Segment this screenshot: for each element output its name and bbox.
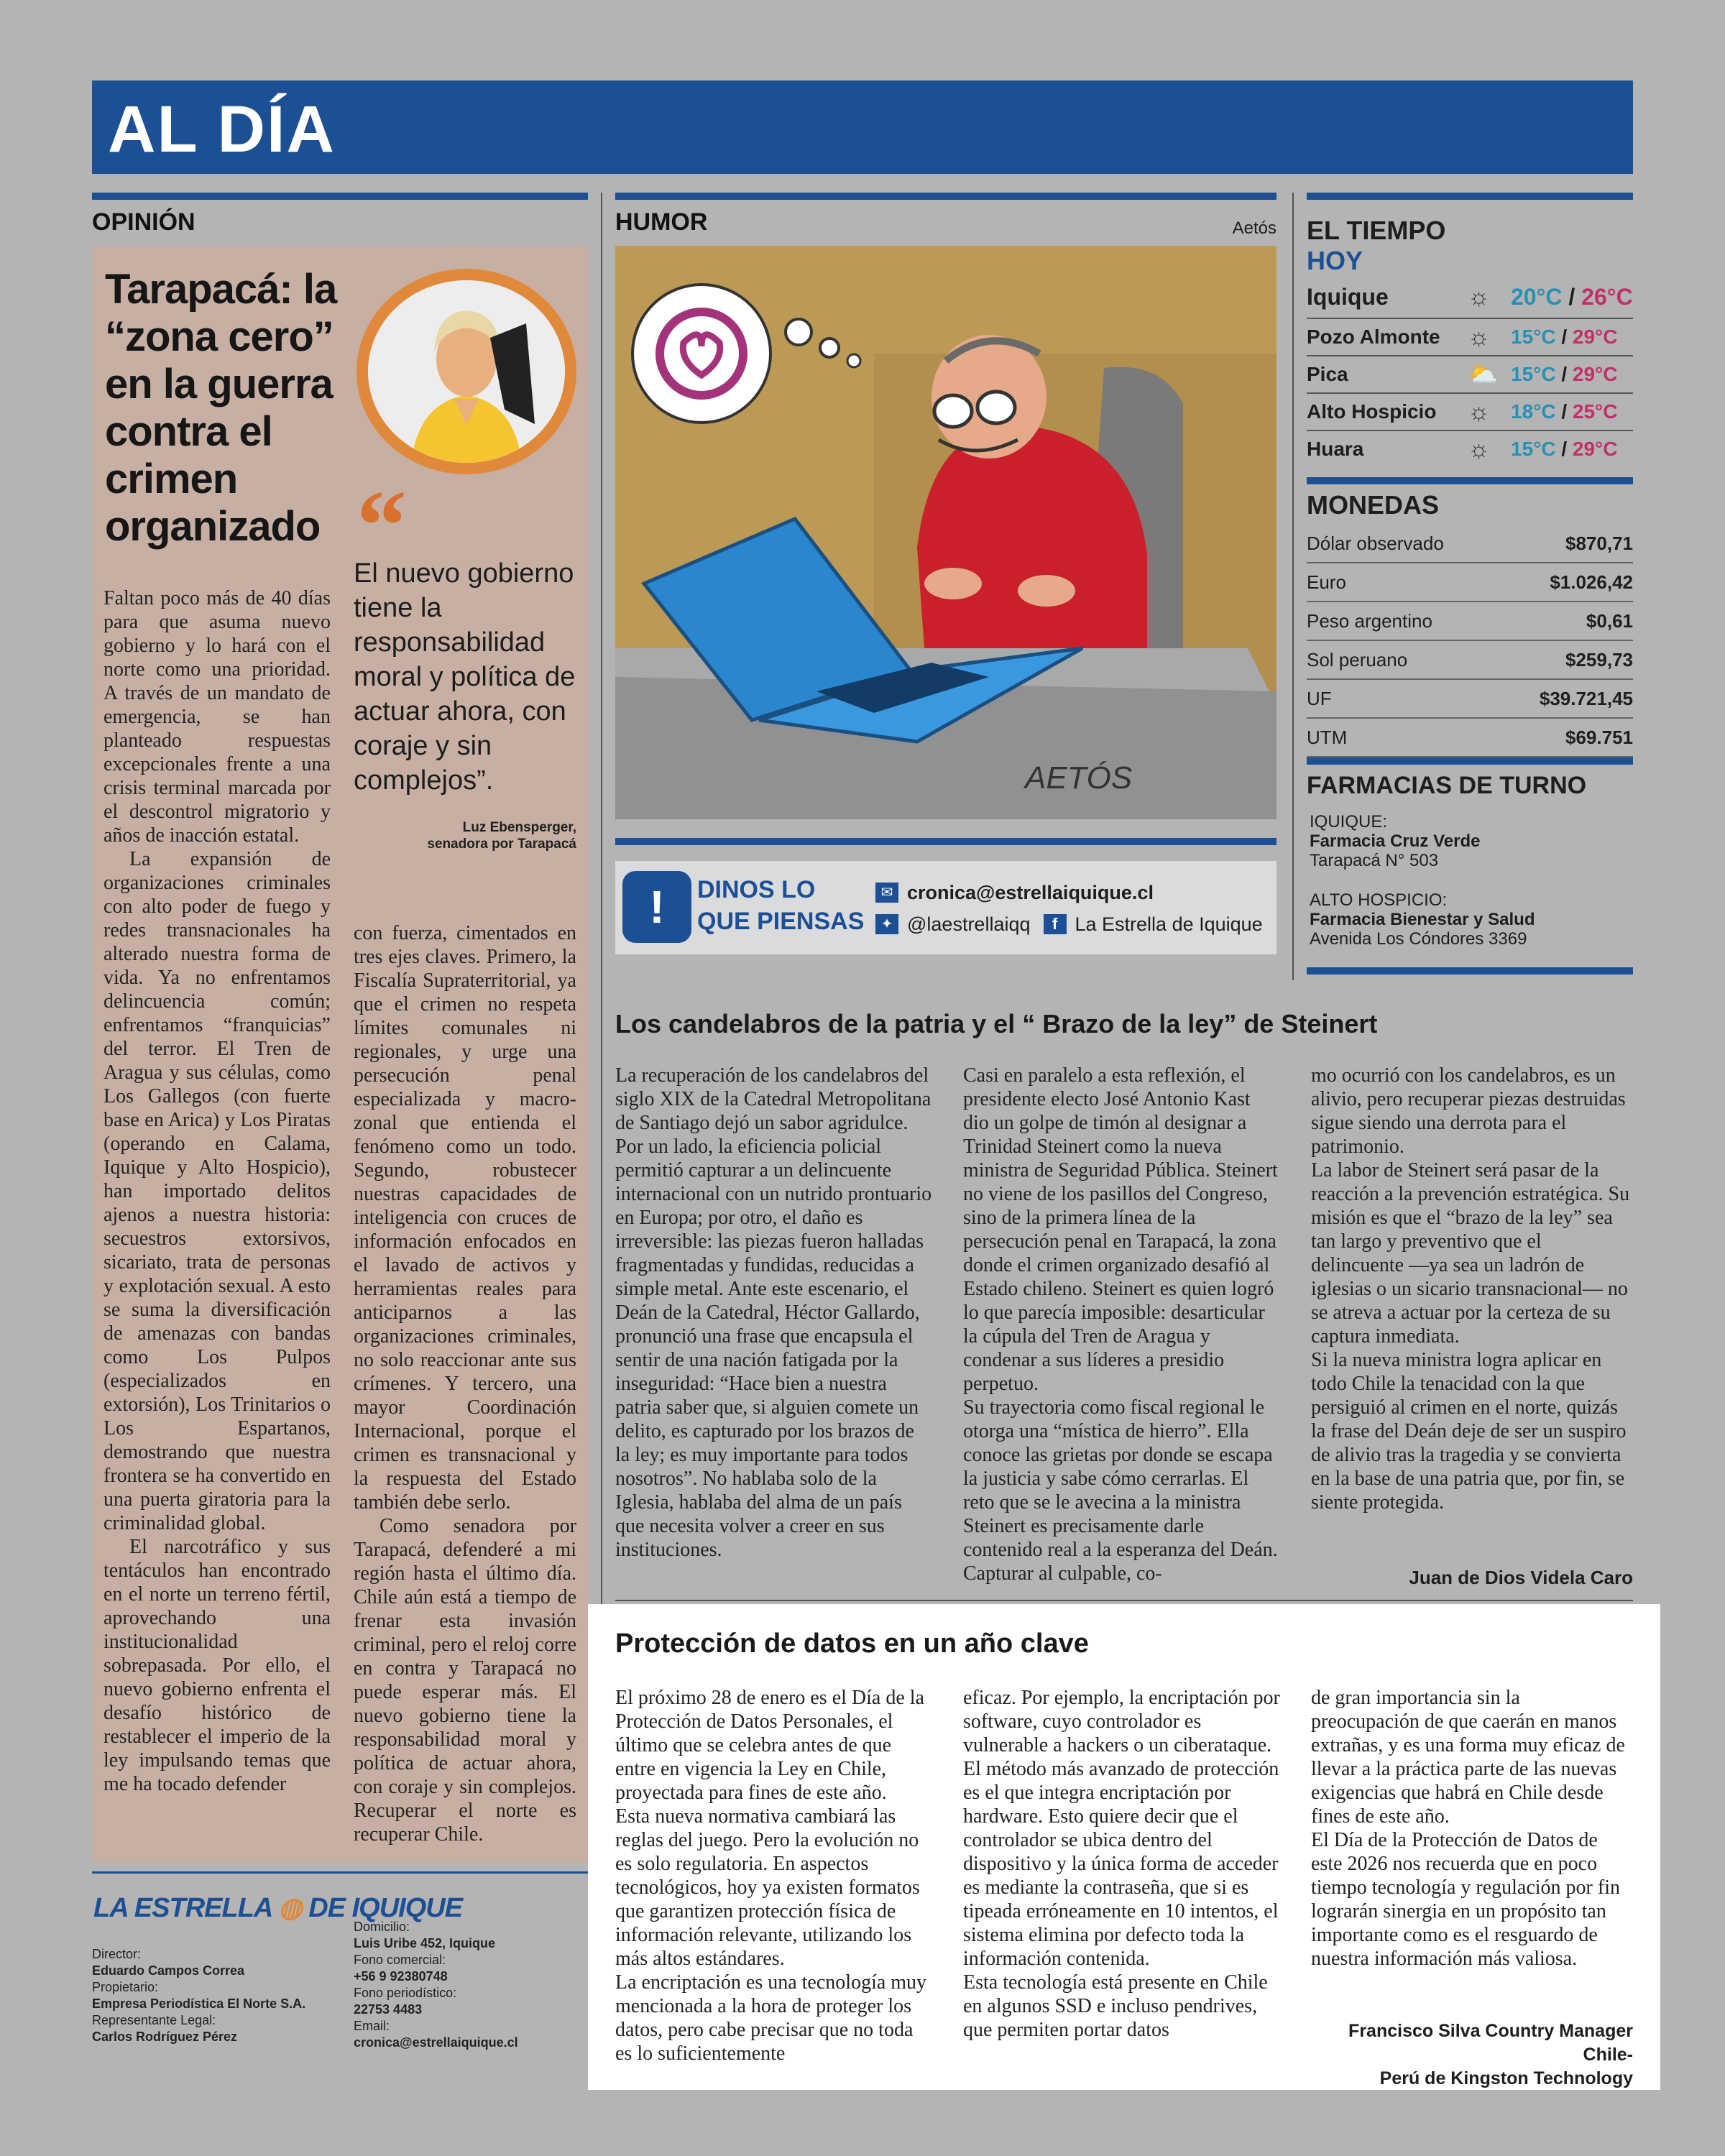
pharmacy-address: Tarapacá N° 503 [1310,851,1439,870]
editorial-column-2 [963,1064,1281,1585]
currency-name: Peso argentino [1307,609,1432,632]
speech-bubble-icon: ! [622,871,691,943]
weather-city: Alto Hospicio [1307,400,1437,423]
weather-city: Huara [1307,438,1364,460]
column-paragraph: eficaz. Por ejemplo, la encriptación por software, cuyo controlador es vulnerable a hackers o un ciberataque. [963,1687,1280,1756]
partly-cloudy-icon: ⛅ [1468,361,1499,388]
currency-row [1307,563,1633,602]
masthead-value: Carlos Rodríguez Pérez [92,2030,238,2044]
temp-high: 25°C [1572,400,1618,423]
currency-name: UTM [1307,726,1348,748]
masthead-label: Domicilio: [354,1920,410,1934]
opinion-rule [92,193,588,200]
contact-details [875,877,1264,940]
pharmacy-name: Farmacia Cruz Verde [1310,831,1481,851]
masthead-staff [92,1946,329,2045]
twitter-icon: ✦ [875,914,898,934]
weather-row: Pozo Almonte ☼ 15°C / 29°C [1307,319,1633,356]
temp-low: 20°C [1511,283,1563,310]
contact-rule [615,838,1276,845]
pull-quote: El nuevo gobierno tiene la responsabilidad moral y política de actuar ahora, con coraje y sin complejos”. [354,558,576,796]
quote-author: Luz Ebensperger, [462,820,576,835]
quote-author-role: senadora por Tarapacá [427,837,576,852]
opinion-paragraph: con fuerza, cimentados en tres ejes claves. Primero, la Fiscalía Supraterritorial, ya que el crimen no respeta límites comunales ni regionales, y urge una persecución penal especializada y macro-zonal que entienda el fenómeno como un todo. Segundo, robustecer nuestras capacidades de inteligencia con cruces de información enfocados en el lavado de activos y herramientas reales para anticiparnos a las organizaciones criminales, no solo reaccionar ante sus crímenes. Y tercero, una mayor Coordinación Internacional, porque el crimen es transnacional y la respuesta del Estado también debe serlo. [354,922,576,1514]
currency-name: UF [1307,687,1332,709]
author-photo [368,280,565,463]
column-paragraph: La encriptación es una tecnología muy mencionada a la hora de proteger los datos, pero cabe precisar que no toda es lo suficientemente [615,1971,927,2065]
logo-text-right: DE IQUIQUE [308,1893,463,1923]
contact-title-line-2: QUE PIENSAS [697,908,865,935]
contact-facebook[interactable]: La Estrella de Iquique [1075,913,1263,935]
opinion-paragraph: Como senadora por Tarapacá, defenderé a mi región hasta el último día. Chile aún está a tiempo de frenar esta invasión criminal, pero el reloj corre en contra y Tarapacá no puede esperar más. El nuevo gobierno tiene la responsabilidad moral y política de actuar ahora, con coraje y sin complejos. Recuperar el norte es recuperar Chile. [354,1515,576,1846]
temp-low: 18°C [1511,400,1556,423]
globe-icon: ◍ [278,1893,302,1923]
quote-mark-icon: “ [356,470,407,581]
currency-name: Dólar observado [1307,532,1444,554]
cartoonist-credit: Aetós [1232,218,1276,238]
pharmacy-item [1310,890,1633,949]
temp-low: 15°C [1511,326,1556,348]
cartoon-illustration [615,246,1276,819]
temp-low: 15°C [1511,438,1556,460]
opinion-label: OPINIÓN [92,208,196,236]
currency-rule [1307,477,1633,484]
pharmacy-name: Farmacia Bienestar y Salud [1310,910,1535,929]
editorial-paragraph: La labor de Steinert será pasar de la reacción a la prevención estratégica. Su misión es que el “brazo de la ley” sea tan largo y preventivo que el delincuente —ya sea un ladrón de iglesias o un sicario transnacional— no se atreva a actuar por la certeza de su captura inmediata. [1311,1159,1630,1348]
editorial-headline: Los candelabros de la patria y el “ Brazo de la ley” de Steinert [615,1009,1378,1038]
author-portrait-illustration [368,280,565,463]
currency-panel [1307,490,1633,757]
column-text-2 [963,1686,1281,2042]
pharmacy-title: FARMACIAS DE TURNO [1307,772,1587,799]
weather-row: Iquique ☼ 20°C / 26°C [1307,276,1633,319]
column-paragraph: El Día de la Protección de Datos de este 2026 nos recuerda que en poco tiempo tecnología y regulación por fin lograrán sinergia en un propósito tan importante como es el resguardo de nuestra información más valiosa. [1311,1829,1620,1970]
editorial-paragraph: Casi en paralelo a esta reflexión, el presidente electo José Antonio Kast dio un golpe de timón al designar a Trinidad Steinert como la nueva ministra de Seguridad Pública. Steinert no viene de los pasillos del Congreso, sino de la primera línea de la persecución penal en Tarapacá, la zona donde el crimen organizado desafió al Estado chileno. Steinert es quien logró lo que parecía imposible: desarticular la cúpula del Tren de Aragua y condenar a sus líderes a presidio perpetuo. [963,1064,1278,1395]
temp-high: 29°C [1572,438,1618,460]
pharmacy-item [1310,812,1633,870]
currency-row [1307,680,1633,719]
masthead-value: cronica@estrellaiquique.cl [354,2035,518,2050]
weather-row: Alto Hospicio ☼ 18°C / 25°C [1307,394,1633,431]
editorial-column-3 [1311,1064,1633,1514]
contact-box [615,861,1276,954]
currency-value: $39.721,45 [1539,687,1633,709]
masthead-rule [92,1871,588,1874]
pharmacy-panel [1307,772,1633,949]
opinion-headline: Tarapacá: la “zona cero” en la guerra contra el crimen organizado [105,266,337,550]
weather-city: Pozo Almonte [1307,326,1440,348]
cartoon-signature: AETÓS [1025,760,1133,796]
sidebar-divider [1292,193,1294,980]
temp-high: 29°C [1572,363,1618,385]
data-protection-box [588,1604,1660,2090]
editorial-column-1 [615,1064,933,1562]
opinion-panel [92,246,588,1863]
logo-text-left: LA ESTRELLA [93,1893,272,1923]
column-paragraph: El método más avanzado de protección es el que integra encriptación por hardware. Esto quiere decir que el controlador se ubica dentro del dispositivo y la única forma de acceder es mediante la contraseña, que si es tipeada erróneamente en 10 intentos, el sistema elimina por defecto toda la información contenida. [963,1758,1279,1970]
editorial-bottom-rule [615,1600,1633,1601]
opinion-column-1 [104,586,331,1796]
weather-rule [1307,193,1633,200]
masthead-label: Director: [92,1947,142,1961]
currency-value: $870,71 [1565,532,1633,554]
editorial-author: Juan de Dios Videla Caro [1409,1567,1633,1588]
currency-row [1307,719,1633,757]
temp-low: 15°C [1511,363,1556,385]
weather-panel [1307,216,1633,467]
sun-icon: ☼ [1468,435,1491,463]
currency-row [1307,641,1633,680]
masthead-value: Eduardo Campos Correa [92,1963,245,1978]
currency-name: Euro [1307,571,1346,593]
weather-row: Pica ⛅ 15°C / 29°C [1307,356,1633,394]
pharmacy-city: ALTO HOSPICIO: [1310,890,1448,910]
masthead-value: Luis Uribe 452, Iquique [354,1936,496,1950]
masthead-value: 22753 4483 [354,2002,423,2017]
contact-title [697,874,864,937]
masthead-label: Fono comercial: [354,1953,446,1967]
sun-icon: ☼ [1468,397,1491,425]
humor-rule [615,193,1276,200]
masthead-value: +56 9 92380748 [354,1969,448,1984]
weather-row: Huara ☼ 15°C / 29°C [1307,435,1618,463]
column-headline: Protección de datos en un año clave [615,1628,1089,1659]
masthead-label: Propietario: [92,1980,159,1994]
column-author [1311,2019,1633,2091]
sun-icon: ☼ [1468,282,1491,310]
cartoon [615,246,1276,819]
column-author-line-2: Perú de Kingston Technology [1379,2068,1633,2088]
column-text-1 [615,1686,933,2065]
masthead-label: Representante Legal: [92,2013,216,2027]
column-author-line-1: Francisco Silva Country Manager Chile- [1348,2021,1633,2065]
masthead-label: Fono periodístico: [354,1986,457,2000]
currency-value: $259,73 [1565,648,1633,671]
humor-label: HUMOR [615,208,708,236]
editorial-paragraph: mo ocurrió con los candelabros, es un alivio, pero recuperar piezas destruidas sigue siendo una derrota para el patrimonio. [1311,1064,1626,1158]
column-paragraph: Esta tecnología está presente en Chile en algunos SSD e incluso pendrives, que permiten portar datos [963,1971,1268,2041]
column-paragraph: El próximo 28 de enero es el Día de la Protección de Datos Personales, el último que se celebra antes de que entre en vigencia la Ley en Chile, proyectada para fines de este año. [615,1687,924,1804]
temp-high: 26°C [1581,283,1633,310]
masthead-value: Empresa Periodística El Norte S.A. [92,1996,306,2011]
opinion-paragraph: Faltan poco más de 40 días para que asuma nuevo gobierno y lo hará con el norte como una prioridad. A través de un mandato de emergencia, se han planteado respuestas excepcionales frente a una crisis terminal marcada por el descontrol migratorio y años de inacción estatal. [104,587,331,847]
currency-value: $1.026,42 [1550,571,1633,593]
weather-city: Pica [1307,363,1348,385]
weather-title: EL TIEMPO [1307,216,1446,245]
column-paragraph: Esta nueva normativa cambiará las reglas del juego. Pero la evolución no es solo regulatoria. En aspectos tecnológicos, hoy ya existen formatos que garantizen protección física de información relevante, utilizando los más altos estándares. [615,1805,920,1970]
pharmacy-address: Avenida Los Cóndores 3369 [1310,929,1527,949]
opinion-paragraph: El narcotráfico y sus tentáculos han encontrado en el norte un terreno fértil, aprovechando una institucionalidad sobrepasada. Por ello, el nuevo gobierno enfrenta el desafío histórico de restablecer el imperio de la ley impulsando temas que me ha tocado defender [104,1536,331,1795]
opinion-paragraph: La expansión de organizaciones criminales con alto poder de fuego y redes transnacionales ha alterado nuestra forma de vida. Ya no enfrentamos delincuencia común; enfrentamos “franquicias” del terror. El Tren de Aragua y sus células, como Los Gallegos (con fuerte base en Arica) y Los Piratas (operando en Calama, Iquique y Alto Hospicio), han importado delitos ajenos a nuestra historia: secuestros extorsivos, sicariato, trata de personas y explotación sexual. A esto se suma la diversificación de amenazas con bandas como Los Pulpos (especializados en extorsión), Los Trinitarios o Los Espartanos, demostrando que nuestra frontera se ha convertido en una puerta giratoria para la criminalidad global. [104,848,331,1534]
quote-attribution [354,819,576,852]
sidebar-bottom-rule [1307,967,1633,975]
temp-high: 29°C [1572,326,1618,348]
email-icon: ✉ [875,883,898,903]
currency-title: MONEDAS [1307,490,1440,520]
column-paragraph: de gran importancia sin la preocupación de que caerán en manos extrañas, y es una forma muy eficaz de llevar a la práctica parte de las nuevas exigencias que habrá en Chile desde fines de este año. [1311,1687,1625,1828]
currency-value: $0,61 [1586,609,1633,632]
section-banner [92,80,1633,174]
currency-row [1307,525,1633,563]
masthead-label: Email: [354,2019,390,2033]
contact-twitter[interactable]: @laestrellaiqq [907,913,1031,935]
editorial-paragraph: Si la nueva ministra logra aplicar en todo Chile la tenacidad con la que persiguió al crimen en el norte, quizás la frase del Deán deje de ser un suspiro de alivio tras la tragedia y se convierta en la base de una patria que, por fin, se siente protegida. [1311,1349,1627,1514]
opinion-column-2 [354,921,576,1846]
section-banner-title: AL DÍA [108,93,336,166]
pharmacy-rule [1307,757,1633,765]
column-text-3 [1311,1686,1633,1971]
contact-email[interactable]: cronica@estrellaiquique.cl [907,881,1154,903]
currency-name: Sol peruano [1307,648,1408,671]
pharmacy-city: IQUIQUE: [1310,812,1388,831]
sun-icon: ☼ [1468,323,1491,351]
weather-subtitle: HOY [1307,246,1363,275]
editorial-paragraph: La recuperación de los candelabros del siglo XIX de la Catedral Metropolitana de Santiago dejó un sabor agridulce. Por un lado, la eficiencia policial permitió capturar a un delincuente internacional con un nutrido prontuario en Europa; por otro, el daño es irreversible: las piezas fueron halladas fragmentadas y fundidas, reducidas a simple metal. Ante este escenario, el Deán de la Catedral, Héctor Gallardo, pronunció una frase que encapsula el sentir de una nación fatigada por la inseguridad: “Hace bien a nuestra patria saber que, si alguien comete un delito, es capturado por los brazos de la ley; es muy importante para todos nosotros”. No hablaba solo de la Iglesia, hablaba del alma de un país que necesita volver a creer en sus instituciones. [615,1064,932,1561]
currency-row [1307,602,1633,641]
editorial-paragraph: Su trayectoria como fiscal regional le otorga una “mística de hierro”. Ella conoce las grietas por donde se escapa la justicia y sabe cómo cerrarlas. El reto que se le avecina a la ministra Steinert es precisamente darle contenido real a la esperanza del Deán. Capturar al culpable, co- [963,1396,1278,1585]
contact-title-line-1: DINOS LO [697,876,816,903]
weather-city: Iquique [1307,283,1389,310]
currency-value: $69.751 [1565,726,1633,748]
facebook-icon: f [1044,914,1067,934]
masthead-contact [354,1919,584,2051]
